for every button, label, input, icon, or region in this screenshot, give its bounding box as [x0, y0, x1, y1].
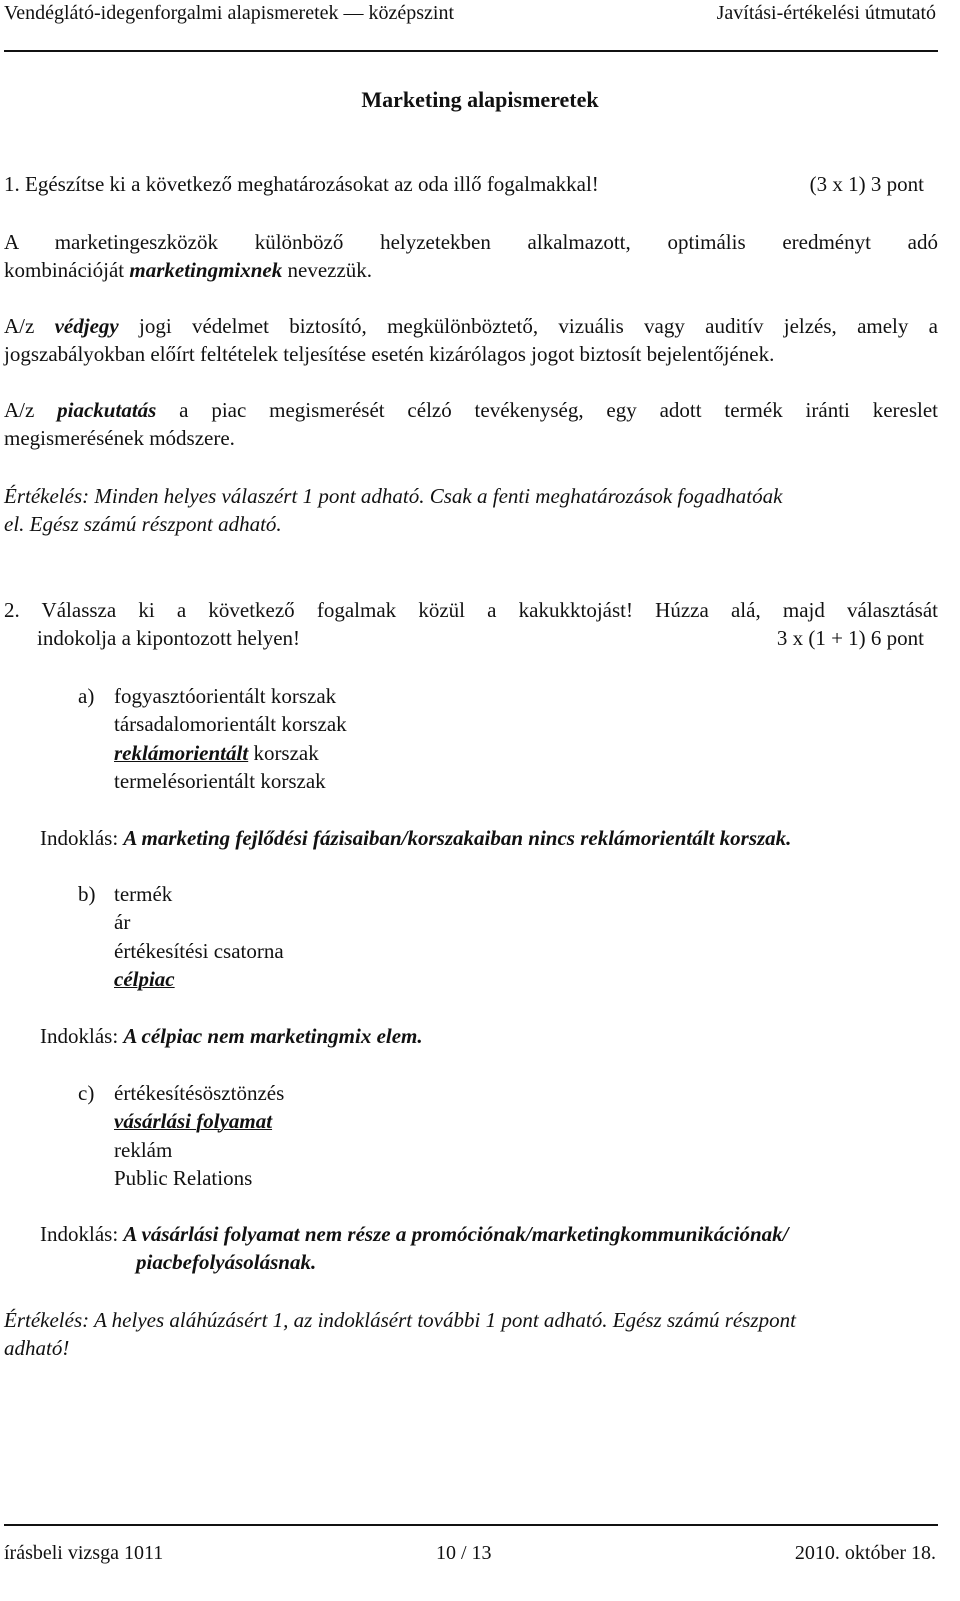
q2c-label: c)	[78, 1081, 95, 1105]
q2a-reason-label: Indoklás:	[40, 826, 119, 850]
q1-def1-line2: kombinációját marketingmixnek nevezzük.	[4, 258, 373, 282]
q2c-item-1: értékesítésösztönzés	[114, 1081, 285, 1105]
q1-eval-line1: Értékelés: Minden helyes válaszért 1 pont adható. Csak a fenti meghatározások fogadhatóak	[4, 484, 783, 508]
q2a-reason	[40, 824, 791, 853]
q2a-item-3: reklámorientált korszak	[114, 741, 319, 765]
footer-page-number: 10 / 13	[436, 1542, 492, 1564]
q2a-item-1: fogyasztóorientált korszak	[114, 684, 337, 708]
footer-date: 2010. október 18.	[794, 1542, 936, 1564]
q2b-label: b)	[78, 882, 96, 906]
q1-def2-line2: jogszabályokban előírt feltételek teljesítése esetén kizárólagos jogot biztosít bejelentőjének.	[4, 342, 775, 366]
header-right: Javítási-értékelési útmutató	[716, 2, 936, 24]
q2b-reason-text: A célpiac nem marketingmix elem.	[123, 1024, 423, 1048]
q2b-reason	[40, 1022, 423, 1051]
header-left: Vendéglátó-idegenforgalmi alapismeretek — középszint	[4, 2, 455, 24]
q2c-item-4: Public Relations	[114, 1166, 253, 1190]
q2-eval-line1: Értékelés: A helyes aláhúzásért 1, az indoklásért további 1 pont adható. Egész számú részpont	[4, 1308, 796, 1332]
q2a-item-4: termelésorientált korszak	[114, 769, 326, 793]
q2-prompt-line1: 2. Válassza ki a következő fogalmak közül a kakukktojást! Húzza alá, majd választását	[4, 598, 938, 622]
q2b-item-3: értékesítési csatorna	[114, 939, 284, 963]
q1-points: (3 x 1) 3 pont	[809, 172, 924, 196]
q2c-odd-term: vásárlási folyamat	[114, 1109, 273, 1133]
q2-eval-line2: adható!	[4, 1336, 70, 1360]
q2a-reason-text: A marketing fejlődési fázisaiban/korszakaiban nincs reklámorientált korszak.	[123, 826, 792, 850]
q1-prompt: 1. Egészítse ki a következő meghatározásokat az oda illő fogalmakkal!	[4, 172, 599, 196]
page-title: Marketing alapismeretek	[361, 87, 599, 112]
q2c-item-3: reklám	[114, 1138, 173, 1162]
q2-prompt-line2: indokolja a kipontozott helyen!	[37, 626, 301, 650]
footer-left: írásbeli vizsga 1011	[4, 1542, 164, 1564]
q1-def2-line1: A/z védjegy jogi védelmet biztosító, megkülönböztető, vizuális vagy auditív jelzés, amely a	[4, 314, 938, 338]
q2a-label: a)	[78, 684, 95, 708]
q1-def3-line2: megismerésének módszere.	[4, 426, 235, 450]
q1-def1-line1: A marketingeszközök különböző helyzetekben alkalmazott, optimális eredményt adó	[4, 230, 938, 254]
q2b-reason-label: Indoklás:	[40, 1024, 119, 1048]
q1-def3-term: piackutatás	[57, 398, 157, 422]
footer-rule	[4, 1524, 938, 1526]
q2a-item-2: társadalomorientált korszak	[114, 712, 347, 736]
q2c-reason-text-1: A vásárlási folyamat nem része a promóciónak/marketingkommunikációnak/	[123, 1222, 789, 1246]
q2b-odd-term: célpiac	[114, 967, 175, 991]
q2c-reason-label: Indoklás:	[40, 1222, 119, 1246]
q2-points: 3 x (1 + 1) 6 pont	[776, 626, 924, 650]
q2c-reason-line1	[40, 1220, 788, 1249]
q1-def2-term: védjegy	[54, 314, 119, 338]
q2b-item-1: termék	[114, 882, 173, 906]
q2a-odd-term: reklámorientált	[114, 741, 249, 765]
q1-def1-term: marketingmixnek	[129, 258, 283, 282]
q2c-reason-text-2: piacbefolyásolásnak.	[136, 1250, 317, 1274]
q1-def3-line1: A/z piackutatás a piac megismerését célzó tevékenység, egy adott termék iránti kereslet	[4, 398, 938, 422]
q2b-item-2: ár	[114, 910, 131, 934]
header-rule	[4, 50, 938, 52]
q1-eval-line2: el. Egész számú részpont adható.	[4, 512, 282, 536]
